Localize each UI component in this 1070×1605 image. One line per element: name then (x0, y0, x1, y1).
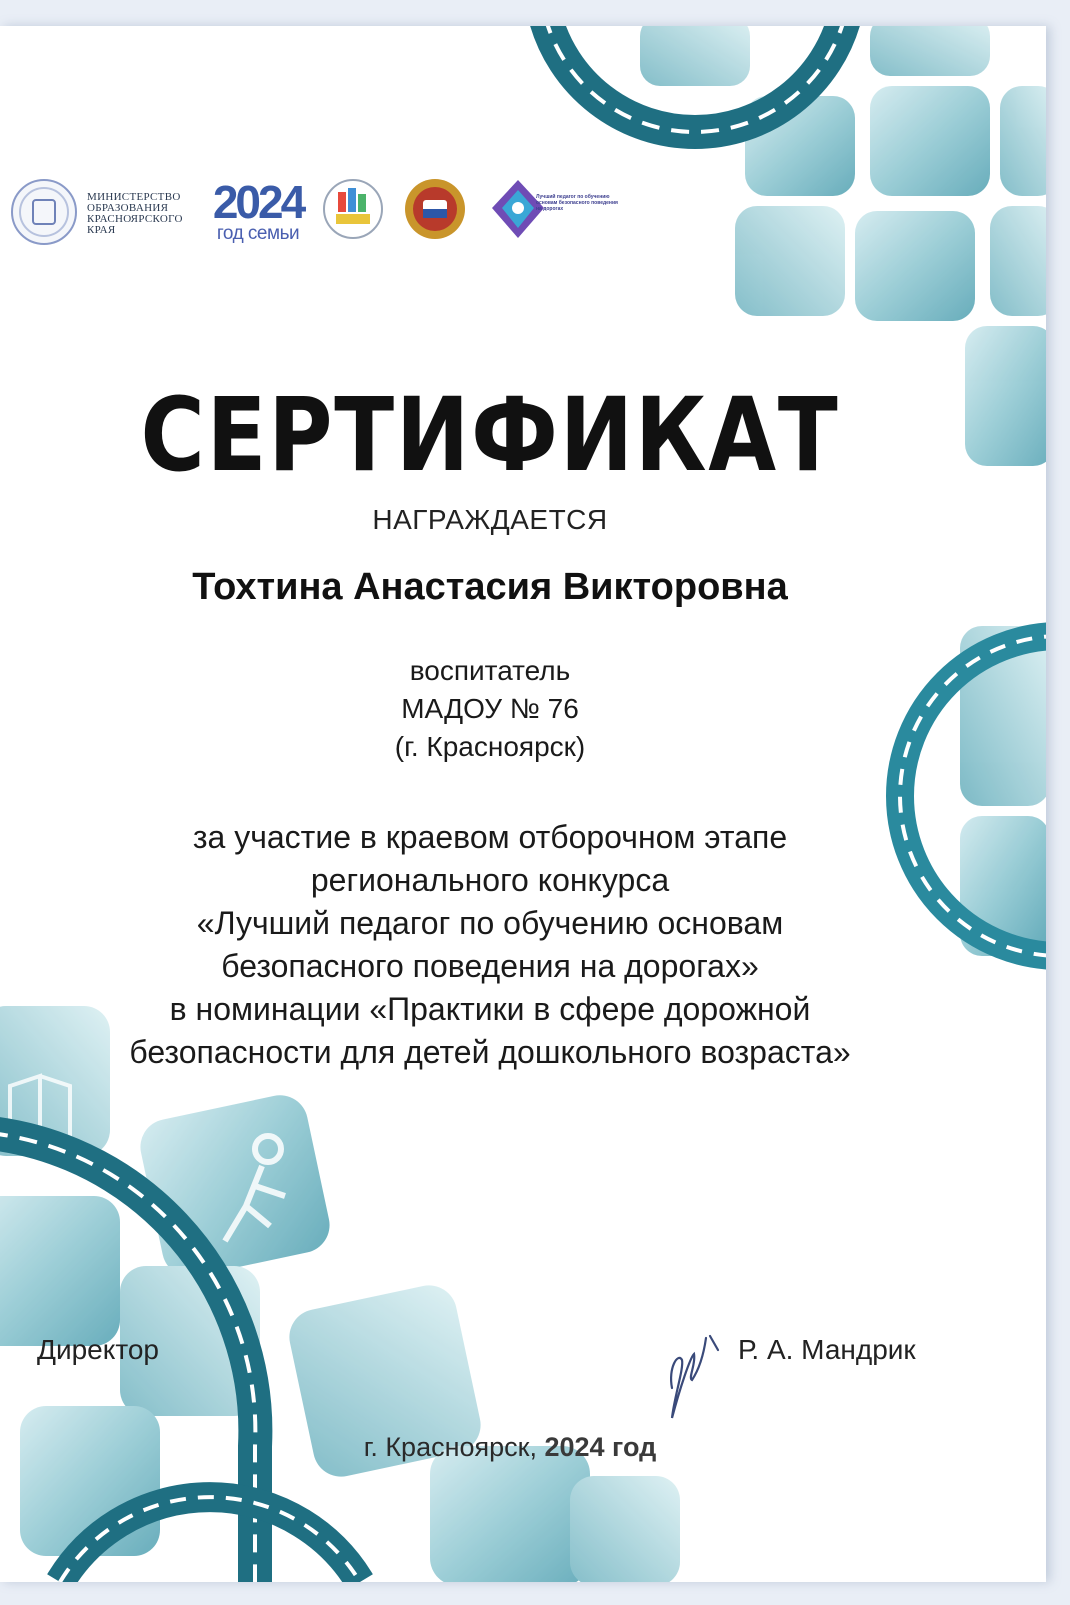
place-city: г. Красноярск, (363, 1432, 537, 1462)
recipient-role (0, 652, 980, 766)
role-position: воспитатель (409, 655, 571, 686)
contest-logo-text: Лучший педагог по обучению основам безопасного поведения на дорогах (536, 194, 618, 212)
pioneers-palace-logo-icon (322, 176, 384, 242)
place-year: 2024 год (544, 1432, 657, 1462)
certificate-sheet (0, 26, 1046, 1582)
recipient-name: Тохтина Анастасия Викторовна (192, 566, 788, 608)
certificate-title: СЕРТИФИКАТ (140, 376, 840, 495)
awarded-label: НАГРАЖДАЕТСЯ (372, 504, 608, 535)
partner-logos (0, 146, 660, 256)
year-number: 2024 (212, 176, 304, 228)
role-organization: МАДОУ № 76 (401, 693, 579, 724)
award-reason: за участие в краевом отборочном этапе регионального конкурса «Лучший педагог по обучению основам безопасного поведения на дорогах» в номинации «Практики в сфере дорожной безопасности для детей дошкольного возраста» (129, 819, 851, 1070)
role-city: (г. Красноярск) (394, 731, 586, 762)
signature-image (660, 1308, 730, 1428)
director-label: Директор (37, 1334, 159, 1365)
year-caption: год семьи (216, 223, 300, 244)
place-and-year (0, 1432, 1020, 1463)
signer-name: Р. А. Мандрик (738, 1334, 916, 1365)
year-of-family-logo (208, 176, 308, 244)
ministry-name: МИНИСТЕРСТВО ОБРАЗОВАНИЯ КРАСНОЯРСКОГО КРАЯ (87, 191, 183, 236)
traffic-police-emblem-icon (400, 176, 470, 242)
ministry-seal-icon (10, 178, 78, 246)
